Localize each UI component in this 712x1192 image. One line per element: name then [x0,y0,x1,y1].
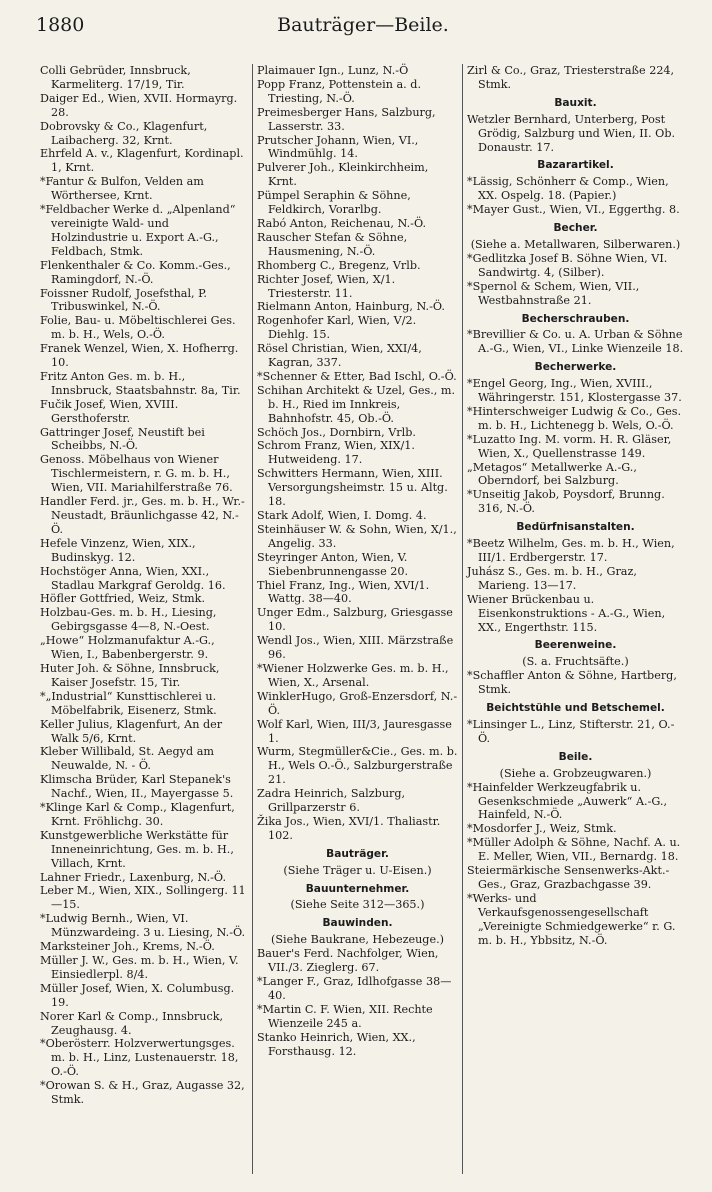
column-right [462,64,688,1174]
directory-entry: Zadra Heinrich, Salzburg, Grillparzerstr 6. [257,787,406,815]
directory-entry: Zirl & Co., Graz, Triesterstraße 224, Stmk. [467,64,675,91]
section-heading: Becherwerke. [534,361,617,374]
directory-entry: *Schenner & Etter, Bad Ischl, O.-Ö. [257,369,457,383]
directory-entry: Handler Ferd. jr., Ges. m. b. H., Wr.-Neustadt, Bräunlichgasse 42, N.-Ö. [40,495,245,536]
directory-entry: Popp Franz, Pottenstein a. d. Triesting, N.-Ö. [257,77,422,105]
directory-entry: Pulverer Joh., Kleinkirchheim, Krnt. [257,161,429,189]
directory-entry: Wiener Brückenbau u. Eisenkonstruktions - A.-G., Wien, XX., Engerthstr. 115. [467,592,666,634]
directory-entry: Kunstgewerbliche Werkstätte für Inneneinrichtung, Ges. m. b. H., Villach, Krnt. [40,828,234,870]
directory-entry: Wetzler Bernhard, Unterberg, Post Grödig, Salzburg und Wien, II. Ob. Donaustr. 17. [467,112,676,154]
directory-entry: Daiger Ed., Wien, XVII. Hormayrg. 28. [40,91,238,119]
cross-reference-note: (Siehe a. Metallwaren, Silberwaren.) [470,237,681,251]
directory-entry: Steinhäuser W. & Sohn, Wien, X/1., Angelig. 33. [257,522,457,550]
directory-entry: Rielmann Anton, Hainburg, N.-Ö. [257,300,445,314]
directory-entry: *Mayer Gust., Wien, VI., Eggerthg. 8. [467,203,680,217]
directory-entry: *Luzatto Ing. M. vorm. H. R. Gläser, Wien, X., Quellenstrasse 149. [467,432,672,460]
directory-entry: Žika Jos., Wien, XVI/1. Thaliastr. 102. [257,814,441,842]
directory-entry: *Spernol & Schem, Wien, VII., Westbahnstraße 21. [467,279,640,307]
directory-entry: Müller Josef, Wien, X. Columbusg. 19. [40,981,235,1009]
directory-entry: Stanko Heinrich, Wien, XX., Forsthausg. 12. [257,1030,416,1058]
directory-entry: *Oberösterr. Holzverwertungsges. m. b. H., Linz, Lustenauerstr. 18, O.-Ö. [40,1037,239,1079]
directory-entry: *Engel Georg, Ing., Wien, XVIII., Währingerstr. 151, Klostergasse 37. [467,377,682,405]
directory-entry: *Linsinger L., Linz, Stifterstr. 21, O.-Ö. [467,717,675,745]
directory-entry: „Howe“ Holzmanufaktur A.-G., Wien, I., Babenbergerstr. 9. [40,634,215,662]
directory-entry: Schrom Franz, Wien, XIX/1. Hutweideng. 17. [257,439,415,467]
directory-entry: Kleber Willibald, St. Aegyd am Neuwalde, N. - Ö. [40,745,214,773]
directory-entry: *Orowan S. & H., Graz, Augasse 32, Stmk. [40,1079,245,1107]
directory-entry: Unger Edm., Salzburg, Griesgasse 10. [257,606,453,634]
directory-entry: Fučik Josef, Wien, XVIII. Gersthoferstr. [40,397,179,425]
directory-entry: *Hinterschweiger Ludwig & Co., Ges. m. b. H., Lichtenegg b. Wels, O.-Ö. [467,404,682,432]
directory-entry: Holzbau-Ges. m. b. H., Liesing, Gebirgsgasse 4—8, N.-Oest. [40,606,217,634]
directory-entry: *Beetz Wilhelm, Ges. m. b. H., Wien, III/1. Erdbergerstr. 17. [467,537,675,564]
directory-entry: Dobrovsky & Co., Klagenfurt, Laibacherg. 32, Krnt. [40,119,208,147]
column-left [36,64,252,1174]
directory-entry: Höfler Gottfried, Weiz, Stmk. [40,592,205,606]
directory-entry: Lahner Friedr., Laxenburg, N.-Ö. [40,870,226,884]
directory-entry: *Hainfelder Werkzeugfabrik u. Gesenkschmiede „Auwerk“ A.-G., Hainfeld, N.-Ö. [467,780,668,822]
columns [36,64,690,1174]
section-heading: Bauxit. [554,96,597,109]
section-heading: Bauwinden. [322,917,393,930]
directory-entry: Rauscher Stefan & Söhne, Hausmening, N.-Ö. [257,230,408,258]
directory-entry: Rhomberg C., Bregenz, Vrlb. [257,258,421,272]
directory-entry: Wolf Karl, Wien, III/3, Jauresgasse 1. [257,717,452,745]
directory-entry: *Brevillier & Co. u. A. Urban & Söhne A.-G., Wien, VI., Linke Wienzeile 18. [467,328,684,356]
directory-entry: *Unseitig Jakob, Poysdorf, Brunng. 316, N.-Ö. [467,488,665,516]
directory-entry: Marksteiner Joh., Krems, N.-Ö. [40,940,215,954]
directory-entry: *Gedlitzka Josef B. Söhne Wien, VI. Sandwirtg. 4, (Silber). [467,251,668,279]
section-heading: Becher. [553,222,598,235]
page-header [36,12,690,42]
directory-entry: *Langer F., Graz, Idlhofgasse 38—40. [257,975,452,1002]
directory-entry: Hefele Vinzenz, Wien, XIX., Budinskyg. 12. [40,536,196,564]
directory-entry: *„Industrial“ Kunsttischlerei u. Möbelfabrik, Eisenerz, Stmk. [40,689,217,717]
directory-entry: Klimscha Brüder, Karl Stepanek's Nachf., Wien, II., Mayergasse 5. [40,773,234,801]
section-heading: Beile. [558,750,593,763]
directory-entry: *Feldbacher Werke d. „Alpenland“ vereinigte Wald- und Holzindustrie u. Export A.-G., Feldbach, Stmk. [40,203,236,258]
cross-reference-note: (Siehe Baukrane, Hebezeuge.) [270,933,445,947]
directory-entry: *Lässig, Schönherr & Comp., Wien, XX. Ospelg. 18. (Papier.) [467,175,669,203]
directory-entry: Hochstöger Anna, Wien, XXI., Stadlau Markgraf Geroldg. 16. [40,564,226,592]
directory-entry: Thiel Franz, Ing., Wien, XVI/1. Wattg. 38—40. [257,578,430,606]
directory-entry: Colli Gebrüder, Innsbruck, Karmeliterg. 17/19, Tir. [40,64,191,91]
directory-entry: *Ludwig Bernh., Wien, VI. Münzwardeing. 3 u. Liesing, N.-Ö. [40,912,246,940]
column-middle [252,64,462,1174]
directory-entry: *Fantur & Bulfon, Velden am Wörthersee, Krnt. [40,175,204,203]
directory-entry: Genoss. Möbelhaus von Wiener Tischlermeistern, r. G. m. b. H., Wien, VII. Mariahilferstraße 76. [40,453,233,495]
directory-entry: *Müller Adolph & Söhne, Nachf. A. u. E. Meller, Wien, VII., Bernardg. 18. [467,836,681,864]
directory-entry: Flenkenthaler & Co. Komm.-Ges., Ramingdorf, N.-Ö. [40,258,231,286]
directory-entry: Preimesberger Hans, Salzburg, Lasserstr. 33. [257,105,436,133]
directory-entry: Rogenhofer Karl, Wien, V/2. Diehlg. 15. [257,314,417,342]
directory-entry: Ehrfeld A. v., Klagenfurt, Kordinapl. 1, Krnt. [40,147,244,175]
cross-reference-note: (Siehe Träger u. U-Eisen.) [283,863,432,877]
cross-reference-note: (S. a. Fruchtsäfte.) [522,655,629,669]
directory-entry: Müller J. W., Ges. m. b. H., Wien, V. Einsiedlerpl. 8/4. [40,954,239,981]
directory-entry: Schihan Architekt & Uzel, Ges., m. b. H., Ried im Innkreis, Bahnhofstr. 45, Ob.-Ö. [257,383,456,425]
directory-entry: Pümpel Seraphin & Söhne, Feldkirch, Vorarlbg. [257,189,411,217]
directory-entry: Leber M., Wien, XIX., Sollingerg. 11—15. [40,884,246,912]
directory-entry: Richter Josef, Wien, X/1. Triesterstr. 11. [257,272,396,300]
directory-entry: Norer Karl & Comp., Innsbruck, Zeughausg. 4. [40,1009,224,1037]
directory-entry: Gattringer Josef, Neustift bei Scheibbs, N.-Ö. [40,425,205,453]
directory-entry: Steiermärkische Sensenwerks-Akt.-Ges., Graz, Grazbachgasse 39. [467,864,670,891]
directory-entry: Bauer's Ferd. Nachfolger, Wien, VII./3. Zieglerg. 67. [257,947,439,975]
directory-entry: *Klinge Karl & Comp., Klagenfurt, Krnt. Fröhlichg. 30. [40,801,235,828]
page-number: 1880 [36,14,85,36]
directory-entry: Folie, Bau- u. Möbeltischlerei Ges. m. b. H., Wels, O.-Ö. [40,314,236,342]
directory-entry: *Mosdorfer J., Weiz, Stmk. [467,822,617,836]
directory-entry: Plaimauer Ign., Lunz, N.-Ö [257,64,409,77]
page-title: Bauträger—Beile. [277,14,449,36]
section-heading: Bauträger. [326,847,389,860]
directory-entry: *Wiener Holzwerke Ges. m. b. H., Wien, X., Arsenal. [257,661,449,689]
section-heading: Bedürfnisanstalten. [516,521,635,534]
directory-entry: Prutscher Johann, Wien, VI., Windmühlg. 14. [257,133,419,161]
directory-entry: WinklerHugo, Groß-Enzersdorf, N.-Ö. [257,689,458,717]
cross-reference-note: (Siehe a. Grobzeugwaren.) [499,766,652,780]
directory-entry: *Martin C. F. Wien, XII. Rechte Wienzeile 245 a. [257,1002,433,1030]
section-heading: Beichtstühle und Betschemel. [486,702,665,715]
directory-entry: *Werks- und Verkaufsgenossengesellschaft „Vereinigte Schmiedgewerke“ r. G. m. b. H., Ybbsitz, N.-Ö. [467,891,676,947]
directory-entry: Steyringer Anton, Wien, V. Siebenbrunnengasse 20. [257,550,409,578]
directory-entry: Franek Wenzel, Wien, X. Hofherrg. 10. [40,342,239,370]
directory-entry: Keller Julius, Klagenfurt, An der Walk 5/6, Krnt. [40,717,223,745]
directory-entry: Foissner Rudolf, Josefsthal, P. Tribuswinkel, N.-Ö. [40,286,207,314]
directory-entry: „Metagos“ Metallwerke A.-G., Oberndorf, bei Salzburg. [467,460,637,488]
directory-entry: Schöch Jos., Dornbirn, Vrlb. [257,425,416,439]
directory-entry: Wurm, Stegmüller&Cie., Ges. m. b. H., Wels O.-Ö., Salzburgerstraße 21. [257,745,458,787]
directory-entry: Rösel Christian, Wien, XXI/4, Kagran, 337. [257,342,422,370]
section-heading: Bazarartikel. [537,159,614,172]
directory-entry: Huter Joh. & Söhne, Innsbruck, Kaiser Josefstr. 15, Tir. [40,661,220,689]
directory-entry: Wendl Jos., Wien, XIII. Märzstraße 96. [257,634,454,662]
section-heading: Becherschrauben. [521,312,630,325]
section-heading: Beerenweine. [534,639,617,652]
directory-entry: Juhász S., Ges. m. b. H., Graz, Marieng. 13—17. [467,564,637,592]
section-heading: Bauunternehmer. [305,882,410,895]
cross-reference-note: (Siehe Seite 312—365.) [290,898,425,912]
directory-entry: *Schaffler Anton & Söhne, Hartberg, Stmk. [467,669,677,697]
directory-entry: Fritz Anton Ges. m. b. H., Innsbruck, Staatsbahnstr. 8a, Tir. [40,369,241,397]
directory-entry: Schwitters Hermann, Wien, XIII. Versorgungsheimstr. 15 u. Altg. 18. [257,467,448,509]
directory-entry: Rabó Anton, Reichenau, N.-Ö. [257,216,427,230]
directory-entry: Stark Adolf, Wien, I. Domg. 4. [257,509,427,522]
